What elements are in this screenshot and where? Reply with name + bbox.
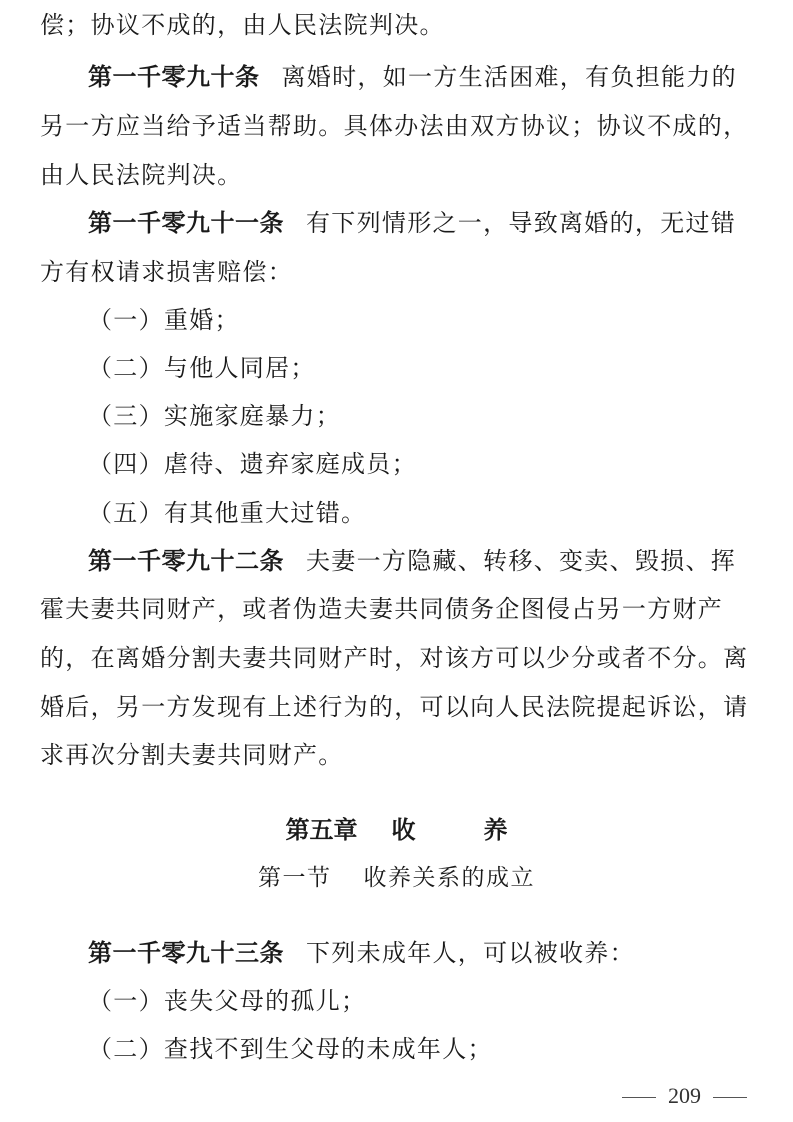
text-line: 由人民法院判决。: [40, 161, 243, 189]
text-line: 方有权请求损害赔偿：: [40, 258, 293, 286]
article-text: 离婚时，如一方生活困难，有负担能力的: [281, 63, 737, 91]
article-heading: 第一千零九十一条: [88, 209, 284, 237]
section-heading: [0, 863, 793, 893]
list-item: （四）虐待、遗弃家庭成员；: [88, 450, 417, 478]
article-1090-first-line: [88, 62, 760, 92]
chapter-heading: [0, 815, 793, 845]
article-1092-first-line: [88, 546, 760, 576]
list-item: （二）与他人同居；: [88, 354, 316, 382]
article-text: 夫妻一方隐藏、转移、变卖、毁损、挥: [306, 547, 737, 575]
dash-right: [713, 1097, 747, 1098]
chapter-name-part: 收: [391, 816, 416, 844]
list-item: （五）有其他重大过错。: [88, 499, 367, 527]
article-text: 下列未成年人，可以被收养：: [306, 939, 635, 967]
section-name: 收养关系的成立: [363, 865, 535, 891]
text-line: 求再次分割夫妻共同财产。: [40, 741, 344, 769]
text-line: 偿；协议不成的，由人民法院判决。: [40, 11, 445, 39]
article-text: 有下列情形之一，导致离婚的，无过错: [306, 209, 737, 237]
chapter-number: 第五章: [285, 816, 358, 844]
list-item: （二）查找不到生父母的未成年人；: [88, 1035, 493, 1063]
section-number: 第一节: [258, 865, 332, 891]
article-heading: 第一千零九十条: [88, 63, 260, 91]
list-item: （一）重婚；: [88, 306, 240, 334]
dash-left: [622, 1097, 656, 1098]
article-1093-first-line: [88, 938, 760, 968]
page-number: [610, 1083, 759, 1109]
article-heading: 第一千零九十三条: [88, 939, 284, 967]
article-1091-first-line: [88, 208, 760, 238]
text-line: 霍夫妻共同财产，或者伪造夫妻共同债务企图侵占另一方财产: [40, 595, 724, 623]
list-item: （三）实施家庭暴力；: [88, 402, 341, 430]
text-line: 婚后，另一方发现有上述行为的，可以向人民法院提起诉讼，请: [40, 693, 749, 721]
text-line: 另一方应当给予适当帮助。具体办法由双方协议；协议不成的，: [40, 112, 749, 140]
text-line: 的，在离婚分割夫妻共同财产时，对该方可以少分或者不分。离: [40, 644, 749, 672]
article-heading: 第一千零九十二条: [88, 547, 284, 575]
page-number-text: 209: [668, 1083, 701, 1108]
list-item: （一）丧失父母的孤儿；: [88, 987, 367, 1015]
chapter-name-part: 养: [483, 816, 508, 844]
